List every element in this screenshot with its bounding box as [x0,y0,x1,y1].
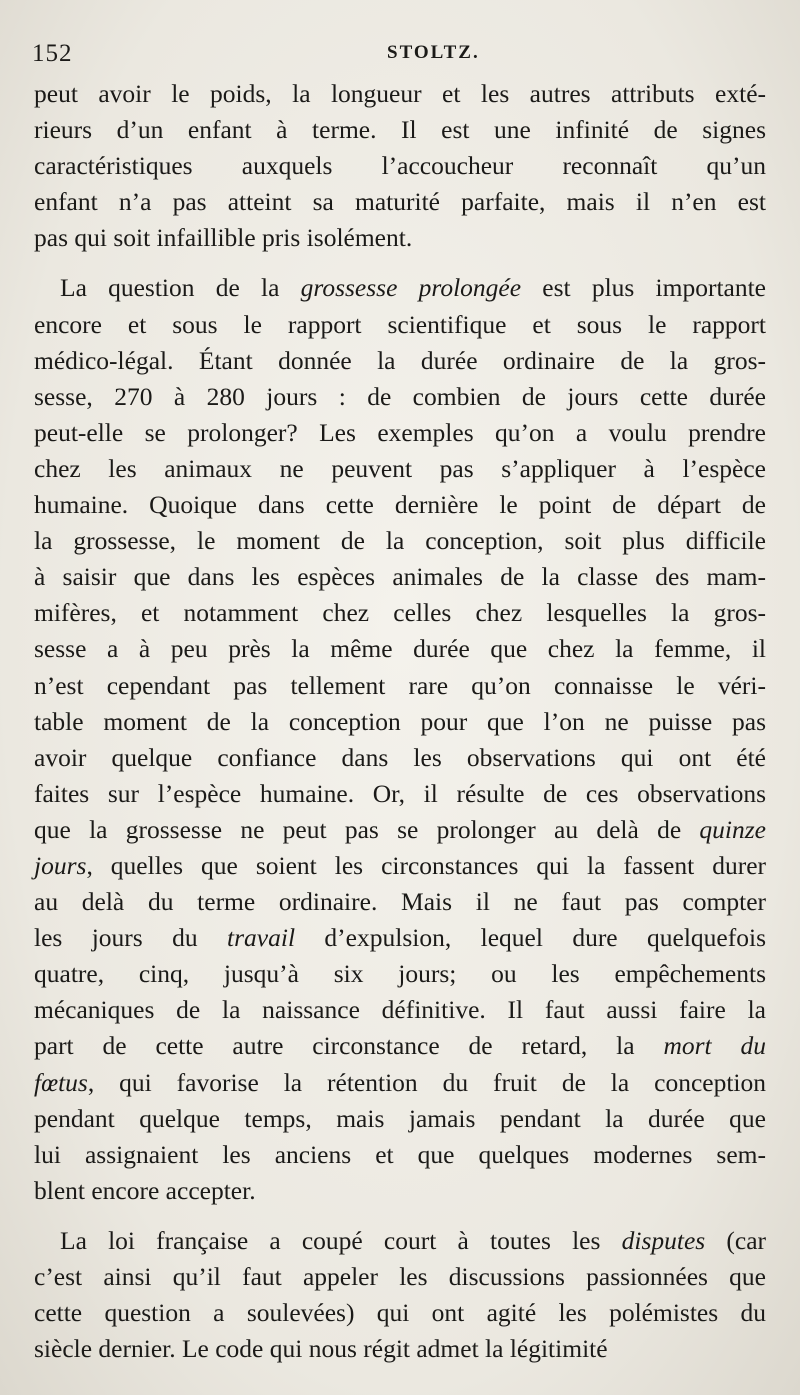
text-line [34,595,766,631]
text-run: est plus importante [521,273,766,303]
text-run: mifères, et notamment chez celles chez lesquelles la gros- [34,598,766,628]
text-line [34,920,766,956]
text-line [34,956,766,992]
text-line [34,220,766,256]
text-line [34,184,766,220]
text-run: n’est cependant pas tellement rare qu’on connaisse le véri- [34,670,766,700]
paragraph-gap [34,256,766,270]
page-header [32,40,760,70]
text-run: avoir quelque confiance dans les observations qui ont été [34,742,766,772]
text-run: enfant n’a pas atteint sa maturité parfaite, mais il n’en est [34,187,766,217]
paragraph-gap [34,1209,766,1223]
text-run: humaine. Quoique dans cette dernière le point de départ de [34,490,766,520]
text-line [34,379,766,415]
text-run: c’est ainsi qu’il faut appeler les discussions passionnées que [34,1262,766,1291]
text-run: table moment de la conception pour que l’on ne puisse pas [34,706,766,736]
text-run: , qui favorise la rétention du fruit de la conception [87,1067,766,1097]
text-line [34,1173,766,1209]
italic-text: jours [34,850,87,880]
paragraph [34,270,766,1208]
text-line [34,307,766,343]
italic-text: quinze [699,814,766,844]
text-run: caractéristiques auxquels l’accoucheur reconnaît qu’un [34,151,766,181]
text-run: lui assignaient les anciens et que quelques modernes sem- [34,1139,766,1169]
text-line [34,812,766,848]
text-line [34,848,766,884]
text-run: rieurs d’un enfant à terme. Il est une infinité de signes [34,115,766,145]
text-line [34,1101,766,1137]
italic-text: disputes [621,1225,706,1255]
text-run: médico-légal. Étant donnée la durée ordinaire de la gros- [34,345,766,375]
italic-text: fœtus [34,1067,88,1097]
text-line [34,1223,766,1259]
text-line [34,740,766,776]
italic-text: mort du [663,1031,766,1061]
text-run: chez les animaux ne peuvent pas s’appliquer à l’espèce [34,453,766,483]
text-line [34,270,766,306]
text-run: mécaniques de la naissance définitive. Il faut aussi faire la [34,995,766,1025]
body-text [34,76,766,1367]
text-run: , quelles que soient les circonstances qui la fassent durer [86,850,766,880]
text-line [34,1065,766,1101]
running-head: STOLTZ. [387,42,480,63]
text-line [34,112,766,148]
text-line [34,776,766,812]
text-run: que la grossesse ne peut pas se prolonger au delà de [34,814,700,844]
text-line [34,415,766,451]
text-line [34,451,766,487]
text-run: encore et sous le rapport scientifique et sous le rapport [34,309,766,339]
text-line [34,884,766,920]
text-run: blent encore accepter. [34,1175,256,1205]
text-line [34,631,766,667]
text-run: siècle dernier. Le code qui nous régit admet la légitimité [34,1334,608,1364]
text-line [34,1259,766,1295]
text-line [34,1331,766,1367]
italic-text: grossesse prolongée [300,273,522,303]
text-line [34,668,766,704]
text-line [34,1137,766,1173]
italic-text: travail [227,923,296,953]
text-line [34,76,766,112]
text-run: au delà du terme ordinaire. Mais il ne faut pas compter [34,887,766,917]
text-run: peut avoir le poids, la longueur et les autres attributs exté- [34,79,766,108]
text-line [34,1028,766,1064]
text-run: cette question a soulevées) qui ont agité les polémistes du [34,1298,766,1328]
text-line [34,343,766,379]
paragraph [34,1223,766,1367]
text-run: pas qui soit infaillible pris isolément. [34,223,413,253]
text-run: d’expulsion, lequel dure quelquefois [295,923,766,953]
text-line [34,523,766,559]
text-line [34,1295,766,1331]
text-line [34,487,766,523]
text-run: La question de la [60,273,301,303]
text-run: pendant quelque temps, mais jamais pendant la durée que [34,1103,766,1133]
text-run: la grossesse, le moment de la conception, soit plus difficile [34,526,766,556]
text-run: quatre, cinq, jusqu’à six jours; ou les empêchements [34,959,766,989]
text-run: les jours du [34,923,228,953]
text-line [34,148,766,184]
page-number: 152 [32,40,73,67]
text-run: peut-elle se prolonger? Les exemples qu’on a voulu prendre [34,417,766,447]
text-line [34,559,766,595]
text-line [34,992,766,1028]
text-run: (car [705,1225,767,1255]
text-run: part de cette autre circonstance de retard, la [34,1031,664,1061]
text-run: La loi française a coupé court à toutes les [60,1225,622,1255]
text-run: sesse a à peu près la même durée que chez la femme, il [34,634,766,664]
text-run: faites sur l’espèce humaine. Or, il résulte de ces observations [34,778,766,808]
text-run: sesse, 270 à 280 jours : de combien de jours cette durée [34,381,766,411]
text-run: à saisir que dans les espèces animales de la classe des mam- [34,562,766,592]
paragraph [34,76,766,256]
text-line [34,704,766,740]
